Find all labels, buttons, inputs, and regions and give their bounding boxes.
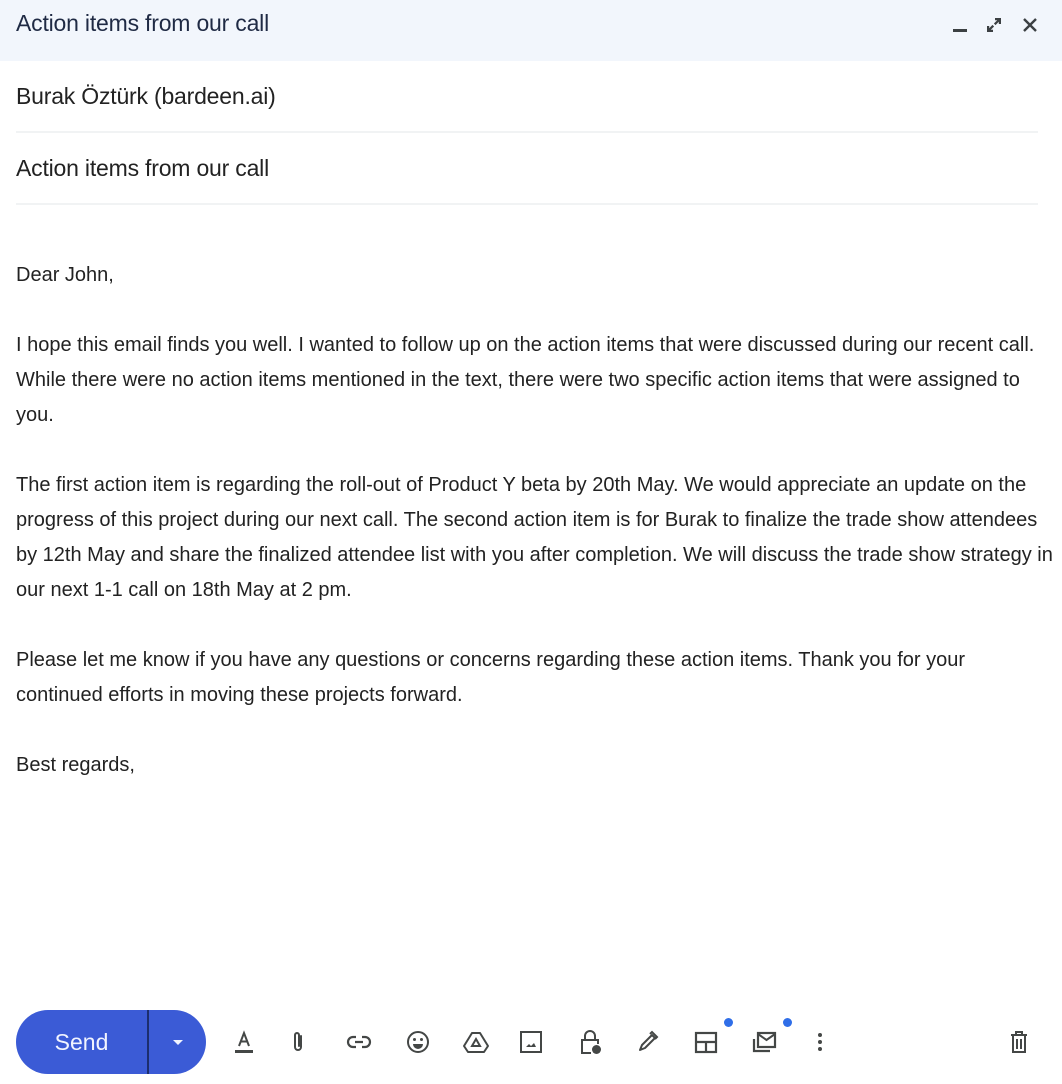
link-icon	[345, 1028, 373, 1056]
caret-down-icon	[171, 1037, 185, 1047]
image-icon	[517, 1028, 545, 1056]
insert-photo-button[interactable]	[511, 1022, 551, 1062]
compose-title: Action items from our call	[16, 10, 269, 36]
text-format-icon	[230, 1028, 258, 1056]
compose-titlebar[interactable]	[0, 0, 1062, 61]
body-greeting: Dear John,	[16, 264, 114, 286]
layouts-badge-dot	[724, 1018, 733, 1027]
body-paragraph: The first action item is regarding the roll-out of Product Y beta by 20th May. We would appreciate an update on the progress of this project during our next call. The second action item is for Burak to finalize the trade show attendees by 12th May and share the finalized attendee list with you after completion. We will discuss the trade show strategy in our next 1-1 call on 18th May at 2 pm.	[16, 474, 1053, 601]
subject-input[interactable]: Action items from our call	[16, 155, 269, 181]
insert-emoji-button[interactable]	[398, 1022, 438, 1062]
confidential-mode-button[interactable]	[570, 1022, 610, 1062]
recipient-chip[interactable]: Burak Öztürk (bardeen.ai)	[16, 83, 276, 109]
minimize-icon	[951, 16, 969, 34]
body-paragraph: I hope this email finds you well. I wanted to follow up on the action items that were discussed during our recent call. While there were no action items mentioned in the text, there were two specific action items that were assigned to you.	[16, 334, 1035, 426]
formatting-options-button[interactable]	[224, 1022, 264, 1062]
templates-button[interactable]	[744, 1022, 784, 1062]
lock-clock-icon	[576, 1028, 604, 1056]
close-button[interactable]	[1018, 12, 1042, 38]
layouts-button[interactable]	[686, 1022, 726, 1062]
attach-files-button[interactable]	[278, 1022, 318, 1062]
paperclip-icon	[284, 1028, 312, 1056]
close-icon	[1020, 15, 1040, 35]
mail-stack-icon	[750, 1028, 778, 1056]
trash-icon	[1005, 1028, 1033, 1056]
insert-signature-button[interactable]	[627, 1022, 667, 1062]
message-body[interactable]	[16, 258, 1056, 818]
more-options-button[interactable]	[800, 1022, 840, 1062]
discard-draft-button[interactable]	[999, 1022, 1039, 1062]
minimize-button[interactable]	[948, 12, 972, 38]
body-paragraph: Please let me know if you have any questions or concerns regarding these action items. Thank you for your continued efforts in moving these projects forward.	[16, 649, 966, 706]
send-button-group	[16, 1010, 206, 1074]
expand-button[interactable]	[982, 12, 1006, 38]
expand-icon	[984, 15, 1004, 35]
pen-icon	[633, 1028, 661, 1056]
recipients-field[interactable]	[16, 61, 1038, 133]
emoji-icon	[404, 1028, 432, 1056]
insert-link-button[interactable]	[339, 1022, 379, 1062]
subject-field[interactable]	[16, 133, 1038, 205]
insert-drive-file-button[interactable]	[456, 1022, 496, 1062]
drive-icon	[462, 1028, 490, 1056]
templates-badge-dot	[783, 1018, 792, 1027]
send-options-button[interactable]	[149, 1010, 206, 1074]
body-signoff: Best regards,	[16, 754, 135, 776]
layout-icon	[692, 1028, 720, 1056]
send-button[interactable]: Send	[54, 1028, 109, 1055]
more-vert-icon	[806, 1028, 834, 1056]
